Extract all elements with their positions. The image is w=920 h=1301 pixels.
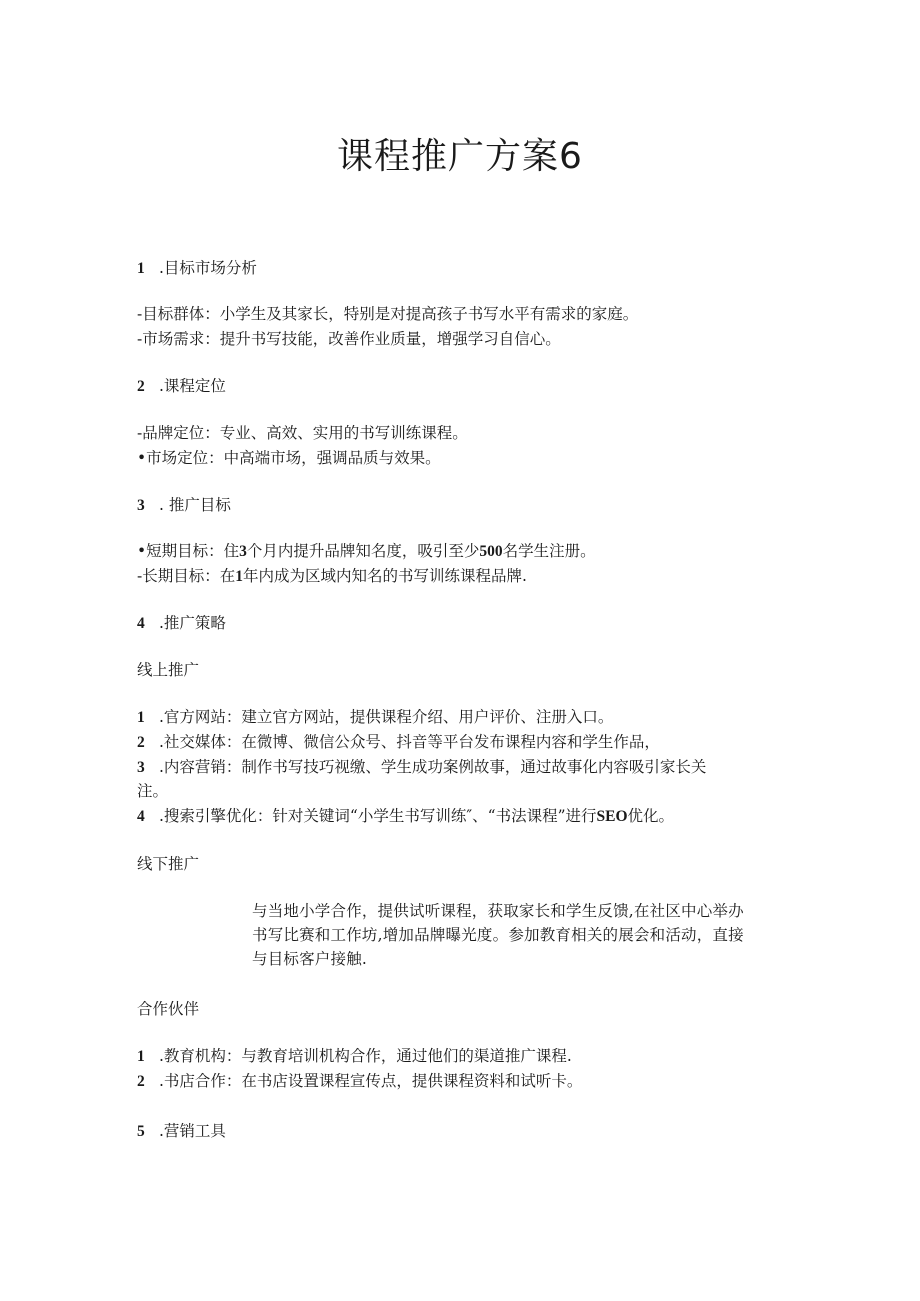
seo-text: SEO xyxy=(596,808,628,825)
partner-item xyxy=(137,1045,572,1068)
subheading-online: 线上推广 xyxy=(137,661,200,679)
number-value: 500 xyxy=(479,543,503,560)
item-text: .搜索引擎优化：针对关键词“小学生书写训练″、“书法课程”进行 xyxy=(159,807,597,825)
text-segment: -长期目标：在 xyxy=(137,567,236,585)
section-number: 1 xyxy=(137,260,145,277)
number-value: 3 xyxy=(239,543,247,560)
section-title: .课程定位 xyxy=(159,377,226,395)
online-item xyxy=(137,805,674,828)
item-number: 3 xyxy=(137,759,145,776)
paragraph-line: 与目标客户接触. xyxy=(252,950,368,968)
section-2-heading xyxy=(137,375,226,398)
item-text: .书店合作：在书店设置课程宣传点，提供课程资料和试听卡。 xyxy=(159,1072,583,1090)
online-item xyxy=(137,756,706,779)
online-item xyxy=(137,731,660,754)
list-item: -目标群体：小学生及其家长，特别是对提高孩子书写水平有需求的家庭。 xyxy=(137,305,639,323)
section-title: . 推广目标 xyxy=(159,496,231,514)
text-segment: 年内成为区域内知名的书写训练课程品牌. xyxy=(243,567,527,585)
item-number: 2 xyxy=(137,734,145,751)
section-title: .目标市场分析 xyxy=(159,259,257,277)
section-title: .推广策略 xyxy=(159,614,226,632)
section-number: 5 xyxy=(137,1123,145,1140)
subheading-partners: 合作伙伴 xyxy=(137,1000,200,1018)
online-item-continuation: 注。 xyxy=(137,782,169,800)
item-number: 2 xyxy=(137,1073,145,1090)
item-number: 4 xyxy=(137,808,145,825)
paragraph-line: 与当地小学合作，提供试听课程，获取家长和学生反馈,在社区中心举办 xyxy=(252,902,744,920)
long-term-goal xyxy=(137,565,527,588)
section-number: 4 xyxy=(137,615,145,632)
section-number: 3 xyxy=(137,497,145,514)
section-title: .营销工具 xyxy=(159,1122,226,1140)
item-text: .教育机构：与教育培训机构合作，通过他们的渠道推广课程. xyxy=(159,1047,572,1065)
list-item: -品牌定位：专业、高效、实用的书写训练课程。 xyxy=(137,424,468,442)
text-segment: •短期目标：住 xyxy=(137,542,240,560)
item-number: 1 xyxy=(137,709,145,726)
partner-item xyxy=(137,1070,582,1093)
item-number: 1 xyxy=(137,1048,145,1065)
item-text: .社交媒体：在微博、微信公众号、抖音等平台发布课程内容和学生作品， xyxy=(159,733,660,751)
item-text: .内容营销：制作书写技巧视缴、学生成功案例故事，通过故事化内容吸引家长关 xyxy=(159,758,707,776)
online-item xyxy=(137,706,613,729)
list-item: -市场需求：提升书写技能，改善作业质量，增强学习自信心。 xyxy=(137,330,561,348)
section-number: 2 xyxy=(137,378,145,395)
section-3-heading xyxy=(137,494,231,517)
text-segment: 个月内提升品牌知名度，吸引至少 xyxy=(246,542,480,560)
list-item: •市场定位：中高端市场，强调品质与效果。 xyxy=(137,449,441,467)
item-text: 优化。 xyxy=(627,807,675,825)
number-value: 1 xyxy=(235,568,243,585)
offline-paragraph xyxy=(252,899,792,971)
page-title: 课程推广方案6 xyxy=(337,136,583,177)
subheading-offline: 线下推广 xyxy=(137,855,200,873)
item-text: .官方网站：建立官方网站，提供课程介绍、用户评价、注册入口。 xyxy=(159,708,614,726)
paragraph-line: 书写比赛和工作坊,增加品牌曝光度。参加教育相关的展会和活动，直接 xyxy=(252,926,744,944)
short-term-goal xyxy=(137,540,596,563)
section-5-heading xyxy=(137,1120,226,1143)
section-1-heading xyxy=(137,257,257,280)
section-4-heading xyxy=(137,612,226,635)
text-segment: 名学生注册。 xyxy=(502,542,596,560)
